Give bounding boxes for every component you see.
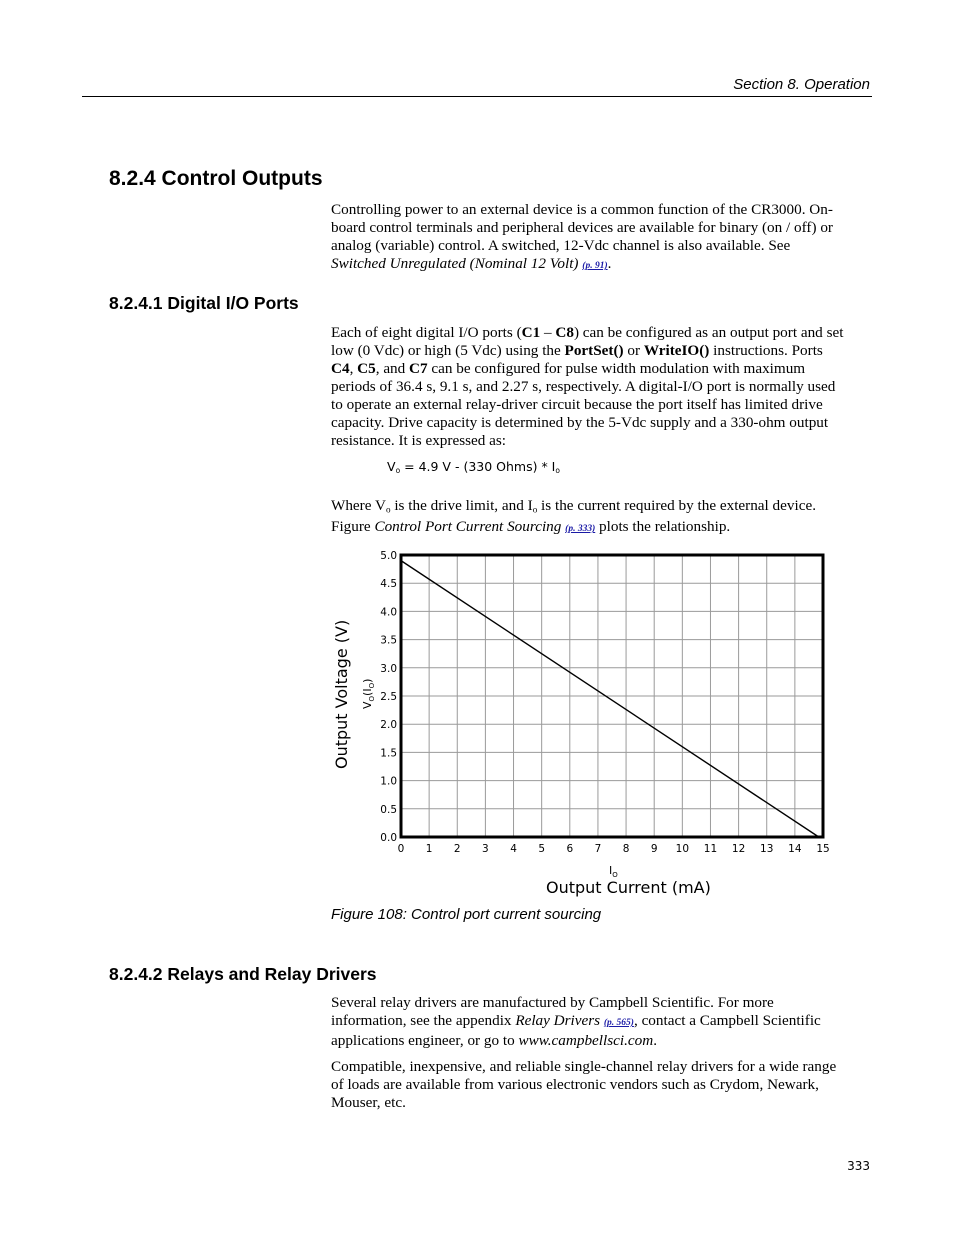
sym: I (609, 864, 613, 877)
text: instructions. Ports (709, 342, 823, 359)
control-outputs-paragraph (331, 201, 846, 275)
y-tick-label: 2.5 (380, 691, 397, 703)
sym-end: ) (361, 678, 374, 683)
text: – (540, 324, 556, 341)
eq-sub: o (395, 465, 401, 475)
eq-mid: = 4.9 V - (330 Ohms) * I (400, 459, 556, 474)
y-tick-label: 0.0 (380, 832, 397, 844)
sym-sub: O (368, 695, 376, 702)
y-tick-label: 2.0 (380, 719, 397, 732)
section-heading-digital-io: 8.2.4.1 Digital I/O Ports (109, 293, 299, 313)
y-tick-label: 5.0 (380, 550, 397, 562)
eq-sub2: o (555, 465, 560, 475)
text: Several relay drivers are manufactured by Campbell Scientific. For more information, see the appendix (331, 994, 774, 1029)
drive-equation (387, 459, 560, 475)
instruction-portset: PortSet() (564, 342, 624, 359)
x-tick-label: 15 (816, 843, 830, 855)
header-rule (82, 96, 872, 97)
x-tick-label: 1 (425, 843, 433, 855)
section-heading-control-outputs: 8.2.4 Control Outputs (109, 167, 323, 190)
relays-paragraph-1 (331, 994, 846, 1050)
text: is the drive limit, and I (390, 497, 533, 514)
port-c7: C7 (409, 360, 428, 377)
text: plots the relationship. (595, 518, 731, 536)
text: Each of eight digital I/O ports ( (331, 324, 522, 341)
text: or (623, 342, 644, 359)
sym-sub: O (612, 871, 618, 879)
port-c5: C5 (357, 360, 376, 377)
text: , and (375, 360, 410, 377)
text: . (653, 1032, 657, 1049)
y-tick-label: 0.5 (380, 803, 397, 816)
y-axis-symbol (361, 679, 376, 709)
text: Compatible, inexpensive, and reliable single-channel relay drivers for a wide range of loads are available from various electronic vendors such as Crydom, Newark, Mouser, etc. (331, 1058, 837, 1111)
page-ref-link[interactable]: (p. 91) (582, 261, 608, 271)
running-header: Section 8. Operation (733, 76, 870, 93)
port-c4: C4 (331, 360, 350, 377)
where-paragraph (331, 497, 846, 538)
text: , (349, 360, 358, 377)
sym: V (361, 701, 374, 709)
x-tick-label: 8 (622, 843, 630, 855)
current-sourcing-chart (329, 547, 837, 897)
x-tick-label: 6 (566, 843, 574, 855)
link-switched-unregulated[interactable]: Switched Unregulated (Nominal 12 Volt) (331, 255, 579, 272)
x-tick-label: 13 (760, 843, 774, 855)
x-tick-label: 11 (703, 843, 718, 855)
digital-io-paragraph (331, 324, 846, 450)
para-text: Controlling power to an external device is a common function of the CR3000. On-board control terminals and peripheral devices are available for binary (on / off) or analog (variable) control. A switched, 12-Vdc channel is also available. See (331, 201, 833, 254)
link-website[interactable]: www.campbellsci.com (518, 1032, 654, 1049)
y-tick-label: 3.5 (380, 634, 397, 647)
y-tick-label: 1.0 (380, 775, 397, 788)
link-figure[interactable]: Control Port Current Sourcing (374, 518, 562, 536)
eq-v: V (387, 459, 396, 474)
y-tick-label: 3.0 (380, 662, 397, 675)
sub: o (532, 504, 538, 515)
relays-paragraph-2 (331, 1058, 846, 1112)
port-c1: C1 (521, 324, 541, 341)
link-relay-drivers[interactable]: Relay Drivers (515, 1012, 601, 1029)
sym-sub2: O (368, 682, 376, 689)
x-tick-label: 10 (675, 843, 690, 855)
instruction-writeio: WriteIO() (643, 342, 710, 359)
y-tick-label: 1.5 (380, 747, 397, 760)
x-tick-label: 7 (594, 843, 602, 855)
x-tick-label: 4 (510, 843, 517, 855)
text: can be configured for pulse width modulation with maximum periods of 36.4 s, 9.1 s, and 2.27 s, respectively. A digital-I/O port is normally used to operate an external relay-driver circuit because the port itself has limited drive capacity. Drive capacity is determined by the 5-Vdc supply and a 330-ohm output resistance. It is expressed as: (331, 360, 836, 449)
text: , contact a Campbell Scientific applications engineer, or go to (331, 1012, 821, 1049)
page-ref-link[interactable]: (p. 565) (603, 1018, 634, 1028)
text: Where V (331, 497, 386, 514)
text: ) can be configured as an output port and set low (0 Vdc) or high (5 Vdc) using the (331, 324, 844, 359)
page-ref-link[interactable]: (p. 333) (565, 524, 596, 535)
x-tick-label: 2 (453, 843, 461, 855)
x-tick-label: 3 (482, 843, 489, 855)
y-tick-label: 4.5 (380, 578, 397, 591)
x-tick-label: 5 (538, 843, 546, 855)
port-c8: C8 (555, 324, 574, 341)
x-tick-label: 14 (788, 843, 802, 855)
text: is the current required by the external device. Figure (331, 497, 816, 536)
page-number: 333 (847, 1159, 870, 1173)
y-axis-label: Output Voltage (V) (332, 619, 351, 769)
sym-mid: (I (361, 688, 374, 696)
x-axis-label: Output Current (mA) (546, 878, 711, 897)
sub: o (385, 504, 391, 515)
y-tick-label: 4.0 (380, 606, 397, 619)
section-heading-relays: 8.2.4.2 Relays and Relay Drivers (109, 964, 377, 984)
x-tick-label: 0 (397, 843, 405, 855)
x-tick-label: 9 (650, 843, 658, 855)
para-end: . (607, 255, 612, 272)
x-tick-label: 12 (731, 843, 746, 855)
figure-caption: Figure 108: Control port current sourcing (331, 906, 602, 923)
